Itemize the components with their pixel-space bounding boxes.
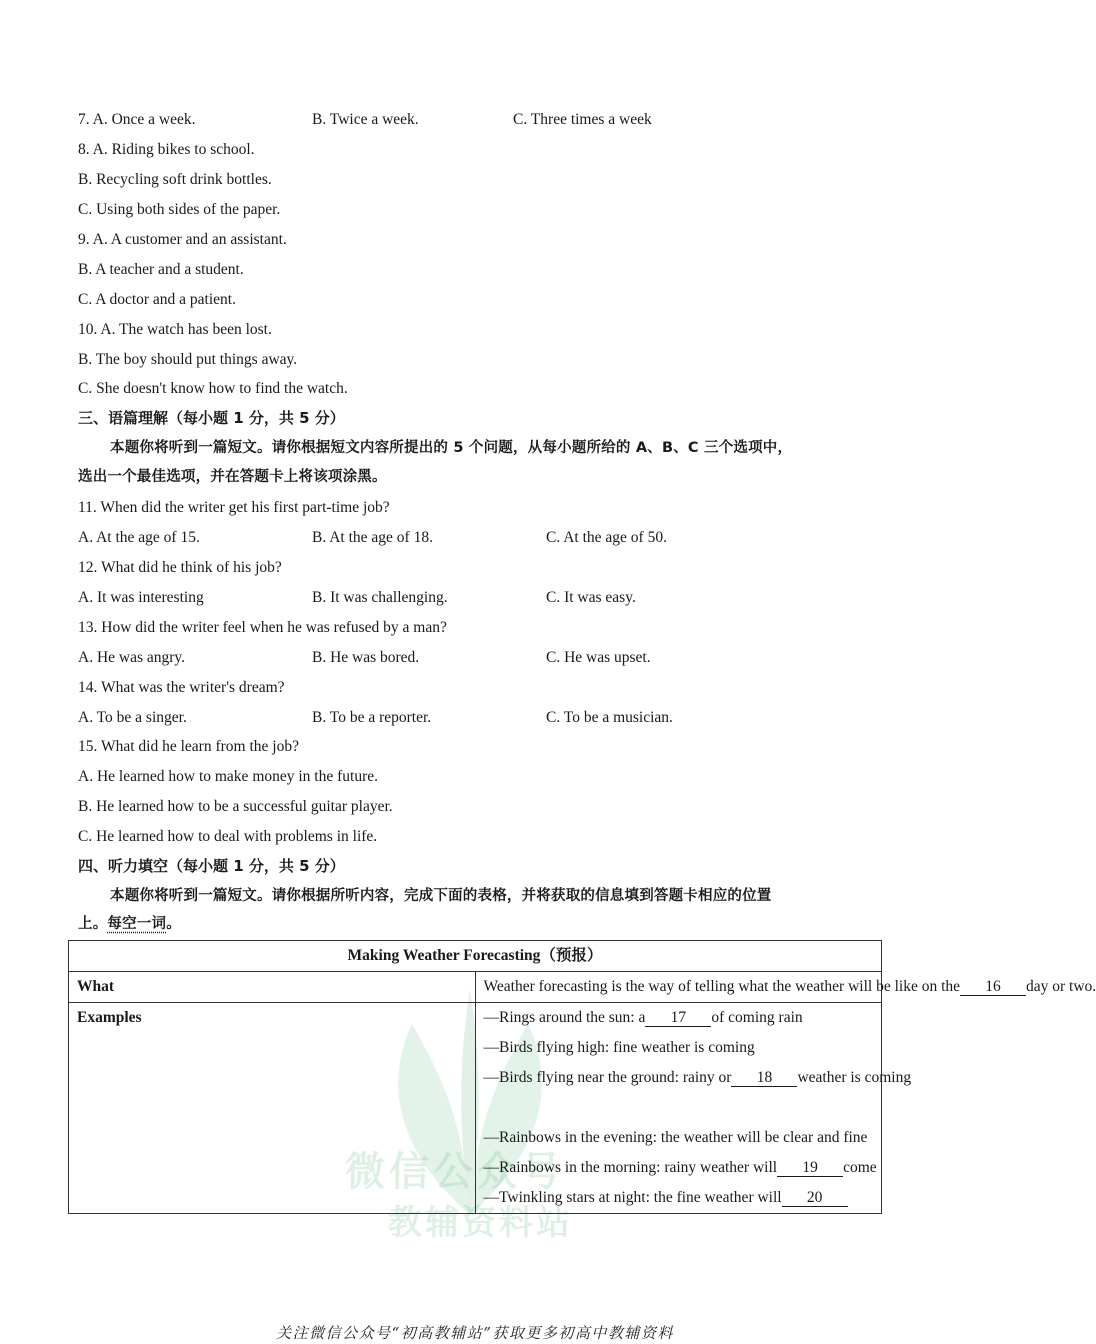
q7-option-b: B. Twice a week. [312, 111, 419, 128]
example-item [483, 1153, 877, 1183]
weather-forecast-table [68, 940, 1096, 1214]
section4-instruction-line1: 本题你将听到一篇短文。请你根据所听内容，完成下面的表格，并将获取的信息填到答题卡相应的位置 [110, 888, 772, 904]
section3-instruction-line1: 本题你将听到一篇短文。请你根据短文内容所提出的 5 个问题，从每小题所给的 A、B、C 三个选项中， [110, 440, 793, 456]
what-definition [475, 972, 1096, 1003]
q14-option-a: A. To be a singer. [78, 709, 187, 726]
table-title: Making Weather Forecasting（预报） [69, 941, 882, 972]
q12-option-c: C. It was easy. [546, 589, 636, 606]
q11-option-a: A. At the age of 15. [78, 529, 200, 546]
section4-instruction-suffix: 。 [166, 916, 181, 932]
section4-heading: 四、听力填空（每小题 1 分，共 5 分） [78, 857, 345, 875]
example5-after: come [843, 1159, 877, 1176]
blank-17: 17 [645, 1009, 711, 1027]
q13-question: 13. How did the writer feel when he was refused by a man? [78, 619, 447, 636]
q12-question: 12. What did he think of his job? [78, 559, 282, 576]
q13-option-c: C. He was upset. [546, 649, 651, 666]
q14-option-c: C. To be a musician. [546, 709, 673, 726]
q13-option-a: A. He was angry. [78, 649, 186, 666]
example6-before: —Twinkling stars at night: the fine weather will [483, 1189, 782, 1206]
q12-option-a: A. It was interesting [78, 589, 204, 606]
q9-option-b: B. A teacher and a student. [78, 261, 244, 278]
row-label-what: What [69, 972, 476, 1003]
example1-before: —Rings around the sun: a [483, 1009, 646, 1026]
q15-question: 15. What did he learn from the job? [78, 738, 299, 755]
q15-option-a: A. He learned how to make money in the future. [78, 768, 379, 785]
q9-option-a: 9. A. A customer and an assistant. [78, 231, 287, 248]
example-item [483, 1063, 912, 1093]
blank-20: 20 [782, 1189, 848, 1207]
example-item [484, 1003, 874, 1033]
q12-option-b: B. It was challenging. [312, 589, 448, 606]
watermark-text-line1: 微信公众号 [345, 1149, 565, 1195]
example1-after: of coming rain [711, 1009, 803, 1026]
q14-option-b: B. To be a reporter. [312, 709, 432, 726]
q8-option-a: 8. A. Riding bikes to school. [78, 141, 255, 158]
q10-option-b: B. The boy should put things away. [78, 351, 298, 368]
what-text-after: day or two. [1026, 978, 1096, 995]
q11-option-c: C. At the age of 50. [546, 529, 667, 546]
q14-question: 14. What was the writer's dream? [78, 679, 285, 696]
q8-option-c: C. Using both sides of the paper. [78, 201, 281, 218]
q8-option-b: B. Recycling soft drink bottles. [78, 171, 272, 188]
q7-option-c: C. Three times a week [513, 111, 652, 128]
q9-option-c: C. A doctor and a patient. [78, 291, 236, 308]
q11-option-b: B. At the age of 18. [312, 529, 433, 546]
section4-emphasis: 每空一词 [107, 916, 167, 932]
q7-option-a: 7. A. Once a week. [78, 111, 196, 128]
section3-instruction-line2: 选出一个最佳选项，并在答题卡上将该项涂黑。 [78, 469, 387, 485]
examples-list [475, 1003, 912, 1214]
section4-instruction-line2 [78, 914, 181, 934]
blank-19: 19 [777, 1159, 843, 1177]
q10-option-a: 10. A. The watch has been lost. [78, 321, 272, 338]
blank-18: 18 [731, 1069, 797, 1087]
watermark-text-line2: 教辅资料站 [388, 1203, 573, 1243]
example3-before: —Birds flying near the ground: rainy or [483, 1069, 732, 1086]
example5-before: —Rainbows in the morning: rainy weather will [483, 1159, 778, 1176]
section3-heading: 三、语篇理解（每小题 1 分，共 5 分） [78, 409, 345, 427]
q13-option-b: B. He was bored. [312, 649, 420, 666]
example-item [484, 1183, 874, 1213]
q15-option-b: B. He learned how to be a successful guitar player. [78, 798, 393, 815]
q15-option-c: C. He learned how to deal with problems in life. [78, 828, 378, 845]
q11-question: 11. When did the writer get his first part-time job? [78, 499, 390, 516]
footer-note: 关注微信公众号“初高教辅站”获取更多初高中教辅资料 [276, 1324, 674, 1342]
row-label-examples: Examples [69, 1003, 476, 1214]
example-spacer [484, 1093, 874, 1123]
blank-16: 16 [960, 978, 1026, 996]
section4-instruction-prefix: 上。 [78, 916, 108, 932]
what-text-before: Weather forecasting is the way of telling what the weather will be like on the [483, 978, 961, 995]
example-item: —Rainbows in the evening: the weather will be clear and fine [483, 1129, 868, 1146]
example-item: —Birds flying high: fine weather is coming [483, 1039, 755, 1056]
example3-after: weather is coming [797, 1069, 912, 1086]
q10-option-c: C. She doesn't know how to find the watch. [78, 380, 348, 397]
